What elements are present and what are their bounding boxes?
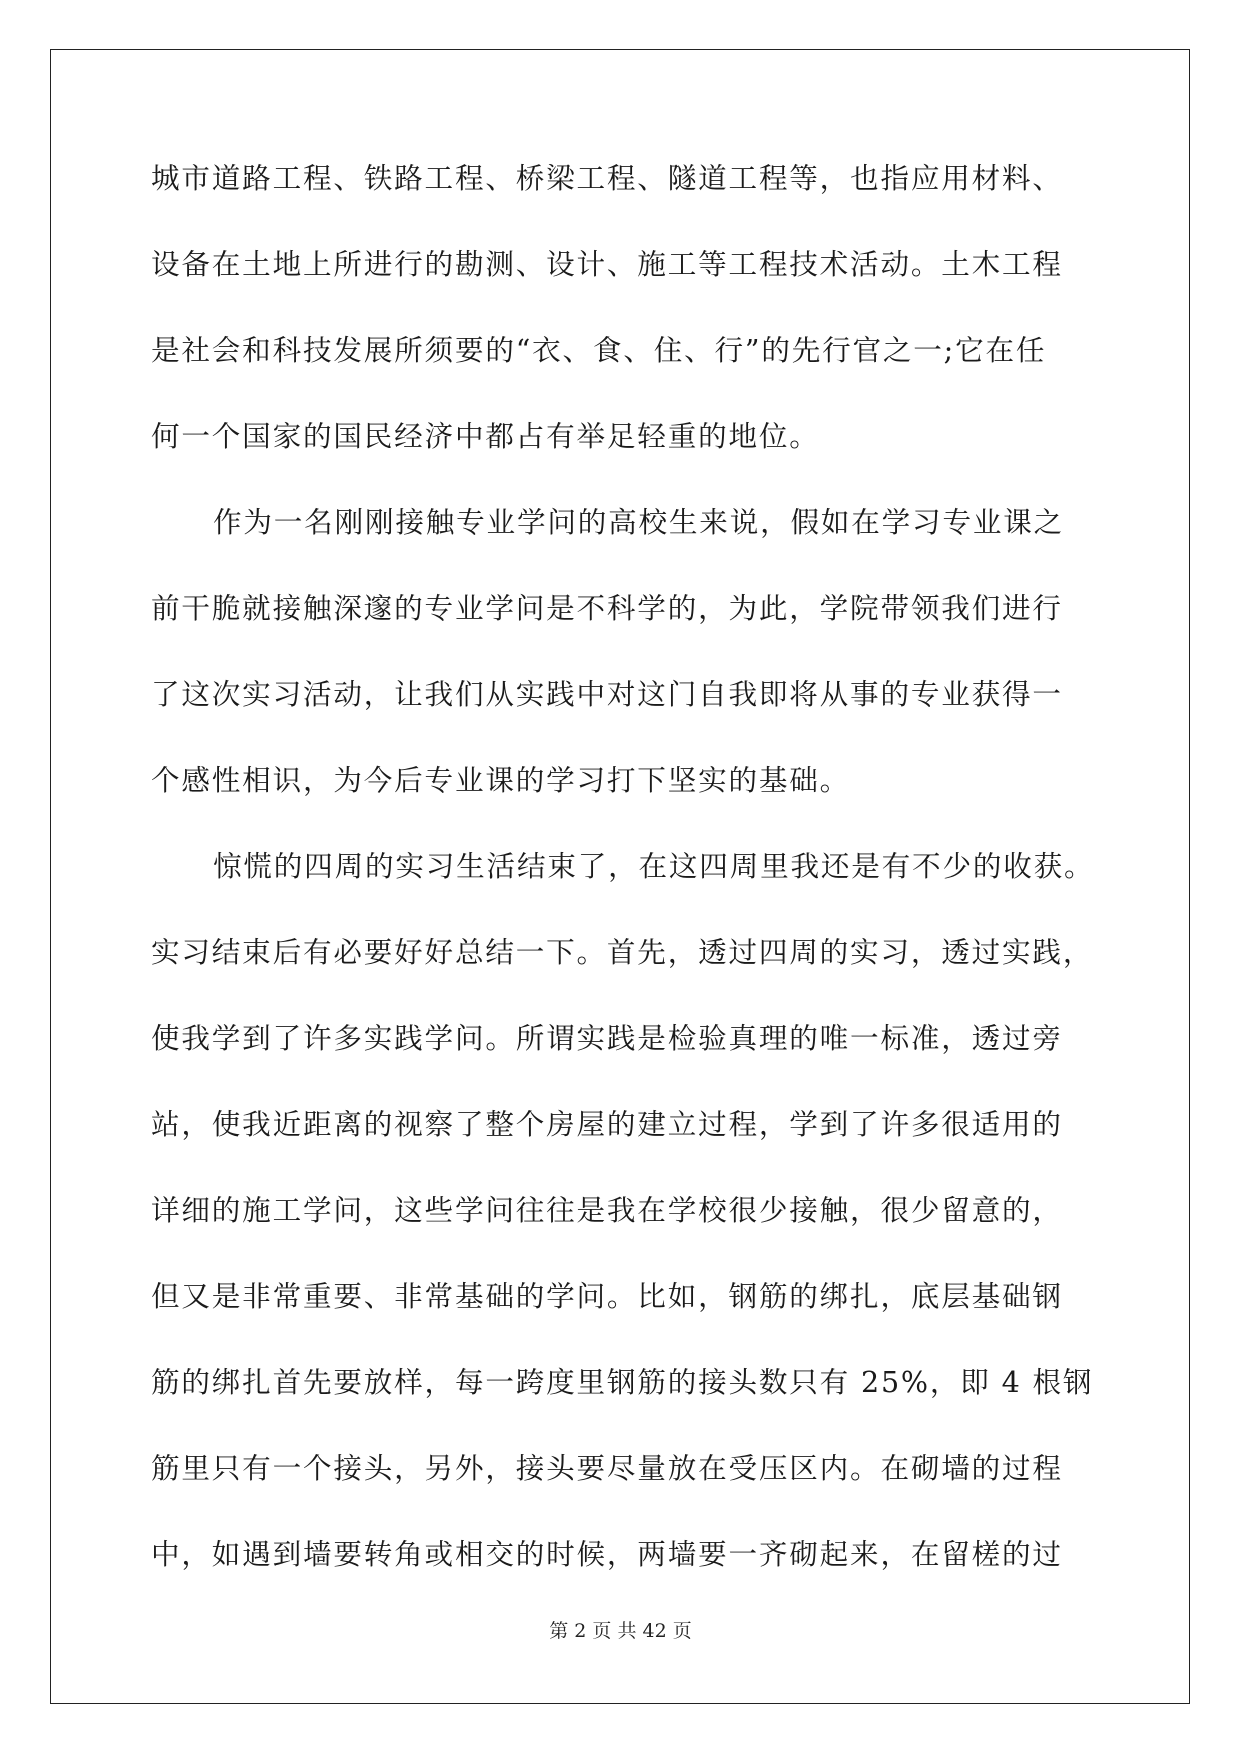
text-line: 了这次实习活动，让我们从实践中对这门自我即将从事的专业获得一 xyxy=(151,677,1063,711)
text-line: 站，使我近距离的视察了整个房屋的建立过程，学到了许多很适用的 xyxy=(151,1107,1063,1141)
text-line: 设备在土地上所进行的勘测、设计、施工等工程技术活动。土木工程 xyxy=(151,247,1063,281)
text-line: 但又是非常重要、非常基础的学问。比如，钢筋的绑扎，底层基础钢 xyxy=(151,1279,1063,1313)
text-line: 筋的绑扎首先要放样，每一跨度里钢筋的接头数只有 25%，即 4 根钢 xyxy=(151,1365,1094,1399)
text-line: 城市道路工程、铁路工程、桥梁工程、隧道工程等，也指应用材料、 xyxy=(151,161,1063,195)
text-line: 实习结束后有必要好好总结一下。首先，透过四周的实习，透过实践， xyxy=(151,935,1094,969)
text-line: 中，如遇到墙要转角或相交的时候，两墙要一齐砌起来，在留槎的过 xyxy=(151,1537,1063,1571)
text-line: 个感性相识，为今后专业课的学习打下坚实的基础。 xyxy=(151,763,851,797)
text-line: 详细的施工学问，这些学问往往是我在学校很少接触，很少留意的， xyxy=(151,1193,1063,1227)
text-line: 使我学到了许多实践学问。所谓实践是检验真理的唯一标准，透过旁 xyxy=(151,1021,1063,1055)
text-line: 前干脆就接触深邃的专业学问是不科学的，为此，学院带领我们进行 xyxy=(151,591,1063,625)
document-body xyxy=(151,158,1095,1620)
text-line: 作为一名刚刚接触专业学问的高校生来说，假如在学习专业课之 xyxy=(213,505,1065,539)
text-line: 何一个国家的国民经济中都占有举足轻重的地位。 xyxy=(151,419,820,453)
text-line: 惊慌的四周的实习生活结束了，在这四周里我还是有不少的收获。 xyxy=(213,849,1095,883)
text-line: 是社会和科技发展所须要的“衣、食、住、行”的先行官之一;它在任 xyxy=(151,333,1047,367)
text-line: 筋里只有一个接头，另外，接头要尽量放在受压区内。在砌墙的过程 xyxy=(151,1451,1063,1485)
page-number-footer: 第 2 页 共 42 页 xyxy=(549,1620,692,1642)
